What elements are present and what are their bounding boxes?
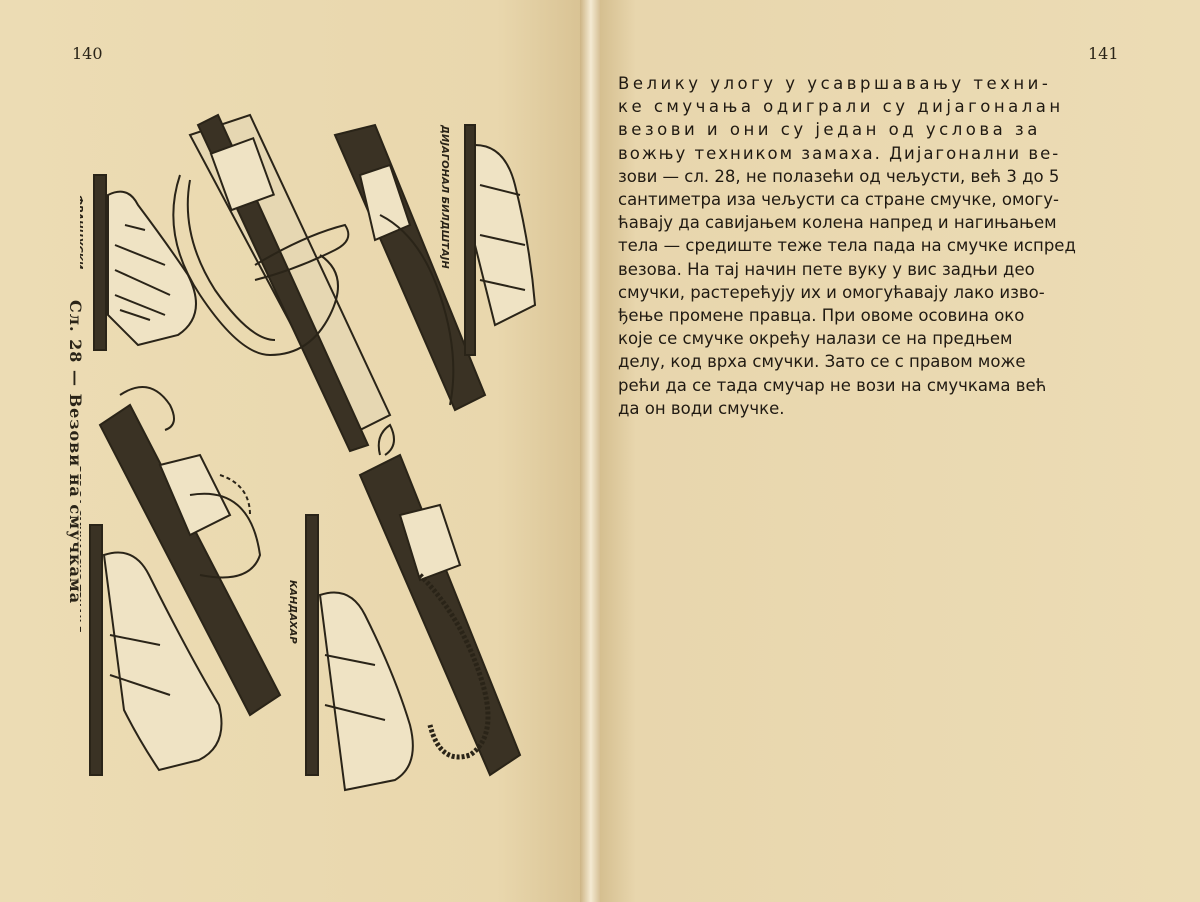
- right-page: [600, 0, 1200, 902]
- label-kandahar: КАНДАХАР: [287, 580, 298, 644]
- label-francuski: ФРАНЦУСКИ: [80, 195, 84, 270]
- page-number-right: 141: [1088, 44, 1119, 63]
- text-line: везови и они су један од услова за: [618, 120, 1041, 140]
- page-number-left: 140: [72, 44, 103, 63]
- text-line: смучки, растерећују их и омогућавају лако изво-: [618, 282, 1045, 302]
- text-line: ђење промене правца. При овоме осовина око: [618, 306, 1025, 326]
- text-line: ћавају да савијањем колена напред и нагињањем: [618, 213, 1057, 233]
- left-page: [0, 0, 585, 902]
- body-text: [618, 72, 1118, 420]
- text-line: Велику улогу у усавршавању техни-: [618, 74, 1052, 93]
- text-line: везова. На тај начин пете вуку у вис задњи део: [618, 259, 1035, 279]
- text-line: ке смучања одиграли су дијагоналан: [618, 97, 1064, 117]
- binding-francuski-drawing: [94, 175, 196, 350]
- label-dijagonal: ДИЈАГОНАЛ БИЛДШТАЈН: [439, 125, 450, 269]
- text-line: вожњу техником замаха. Дијагонални ве-: [618, 143, 1061, 163]
- text-line: које се смучке окрећу налази се на предњем: [618, 329, 1013, 349]
- binding-running-drawing: [90, 387, 280, 775]
- bindings-drawing: [80, 95, 560, 815]
- text-line: да он води смучке.: [618, 398, 785, 418]
- text-line: делу, код врха смучки. Зато се с правом може: [618, 352, 1026, 372]
- ski-bindings-illustration: [80, 95, 560, 815]
- text-line: зови — сл. 28, не полазећи од чељусти, већ 3 до 5: [618, 166, 1060, 186]
- text-line: сантиметра иза чељусти са стране смучке, омогу-: [618, 190, 1059, 210]
- text-line: тела — средиште теже тела пада на смучке испред: [618, 236, 1076, 256]
- figure-caption-text: Сл. 28 — Везови на смучкама: [66, 300, 85, 605]
- binding-kandahar-drawing: [306, 425, 520, 790]
- text-line: рећи да се тада смучар не вози на смучкама већ: [618, 375, 1047, 395]
- label-vez-trcanje: ВЕЗ ЗА СМУЧАРСКО ТРЧАЊЕ: [80, 465, 82, 633]
